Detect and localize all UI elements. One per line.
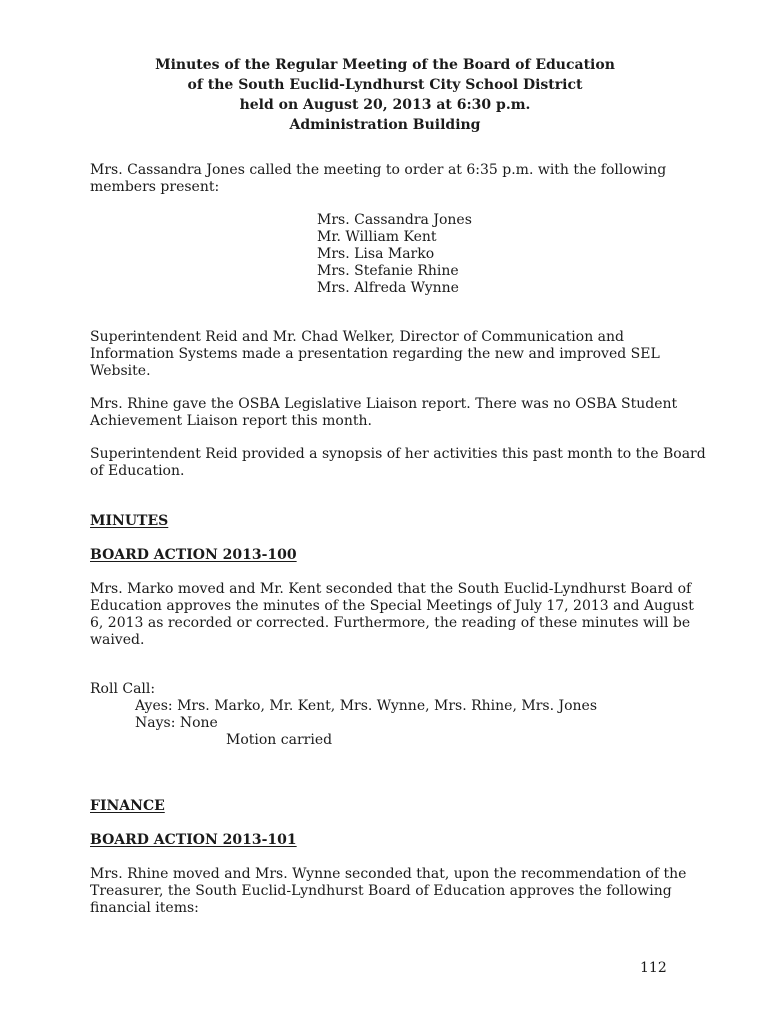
text-line: Superintendent Reid provided a synopsis of her activities this past month to the Board	[90, 446, 706, 462]
ayes-line: Ayes: Mrs. Marko, Mr. Kent, Mrs. Wynne, Mrs. Rhine, Mrs. Jones	[135, 698, 597, 714]
board-action-100-heading: BOARD ACTION 2013-100	[90, 547, 297, 563]
finance-heading: FINANCE	[90, 798, 165, 814]
text-line: Mrs. Marko moved and Mr. Kent seconded that the South Euclid-Lyndhurst Board of	[90, 581, 692, 597]
nays-line: Nays: None	[135, 715, 218, 731]
text-line: financial items:	[90, 900, 199, 916]
osba-paragraph	[90, 396, 690, 430]
text-line: 6, 2013 as recorded or corrected. Furthermore, the reading of these minutes will be	[90, 615, 691, 631]
text-line: Information Systems made a presentation regarding the new and improved SEL	[90, 346, 660, 362]
finance-motion-paragraph	[90, 866, 690, 917]
text-line: Superintendent Reid and Mr. Chad Welker, Director of Communication and	[90, 329, 625, 345]
minutes-heading: MINUTES	[90, 513, 169, 529]
text-line: Education approves the minutes of the Special Meetings of July 17, 2013 and August	[90, 598, 694, 614]
text-line: waived.	[90, 632, 145, 648]
motion-result: Motion carried	[226, 732, 333, 748]
title-line: Administration Building	[289, 117, 481, 133]
roll-call-label: Roll Call:	[90, 681, 156, 697]
text-line: Achievement Liaison report this month.	[90, 413, 372, 429]
title-line: held on August 20, 2013 at 6:30 p.m.	[239, 97, 531, 113]
document-title	[90, 55, 680, 135]
text-line: members present:	[90, 179, 220, 195]
minutes-motion-paragraph	[90, 581, 694, 649]
text-line: Mrs. Cassandra Jones called the meeting to order at 6:35 p.m. with the following	[90, 162, 667, 178]
page-number: 112	[640, 960, 667, 976]
synopsis-paragraph	[90, 446, 706, 480]
member-name: Mrs. Lisa Marko	[317, 246, 435, 262]
text-line: Treasurer, the South Euclid-Lyndhurst Board of Education approves the following	[90, 883, 672, 899]
member-name: Mrs. Stefanie Rhine	[317, 263, 459, 279]
member-name: Mrs. Cassandra Jones	[317, 212, 472, 228]
text-line: of Education.	[90, 463, 185, 479]
member-name: Mrs. Alfreda Wynne	[317, 280, 459, 296]
members-present-list	[317, 212, 472, 297]
text-line: Mrs. Rhine gave the OSBA Legislative Liaison report. There was no OSBA Student	[90, 396, 678, 412]
roll-call-block	[90, 681, 690, 749]
title-line: Minutes of the Regular Meeting of the Board of Education	[155, 57, 615, 73]
text-line: Mrs. Rhine moved and Mrs. Wynne seconded that, upon the recommendation of the	[90, 866, 687, 882]
board-action-101-heading: BOARD ACTION 2013-101	[90, 832, 297, 848]
text-line: Website.	[90, 363, 151, 379]
presentation-paragraph	[90, 329, 690, 380]
title-line: of the South Euclid-Lyndhurst City School District	[187, 77, 583, 93]
member-name: Mr. William Kent	[317, 229, 437, 245]
call-to-order-paragraph	[90, 162, 690, 196]
